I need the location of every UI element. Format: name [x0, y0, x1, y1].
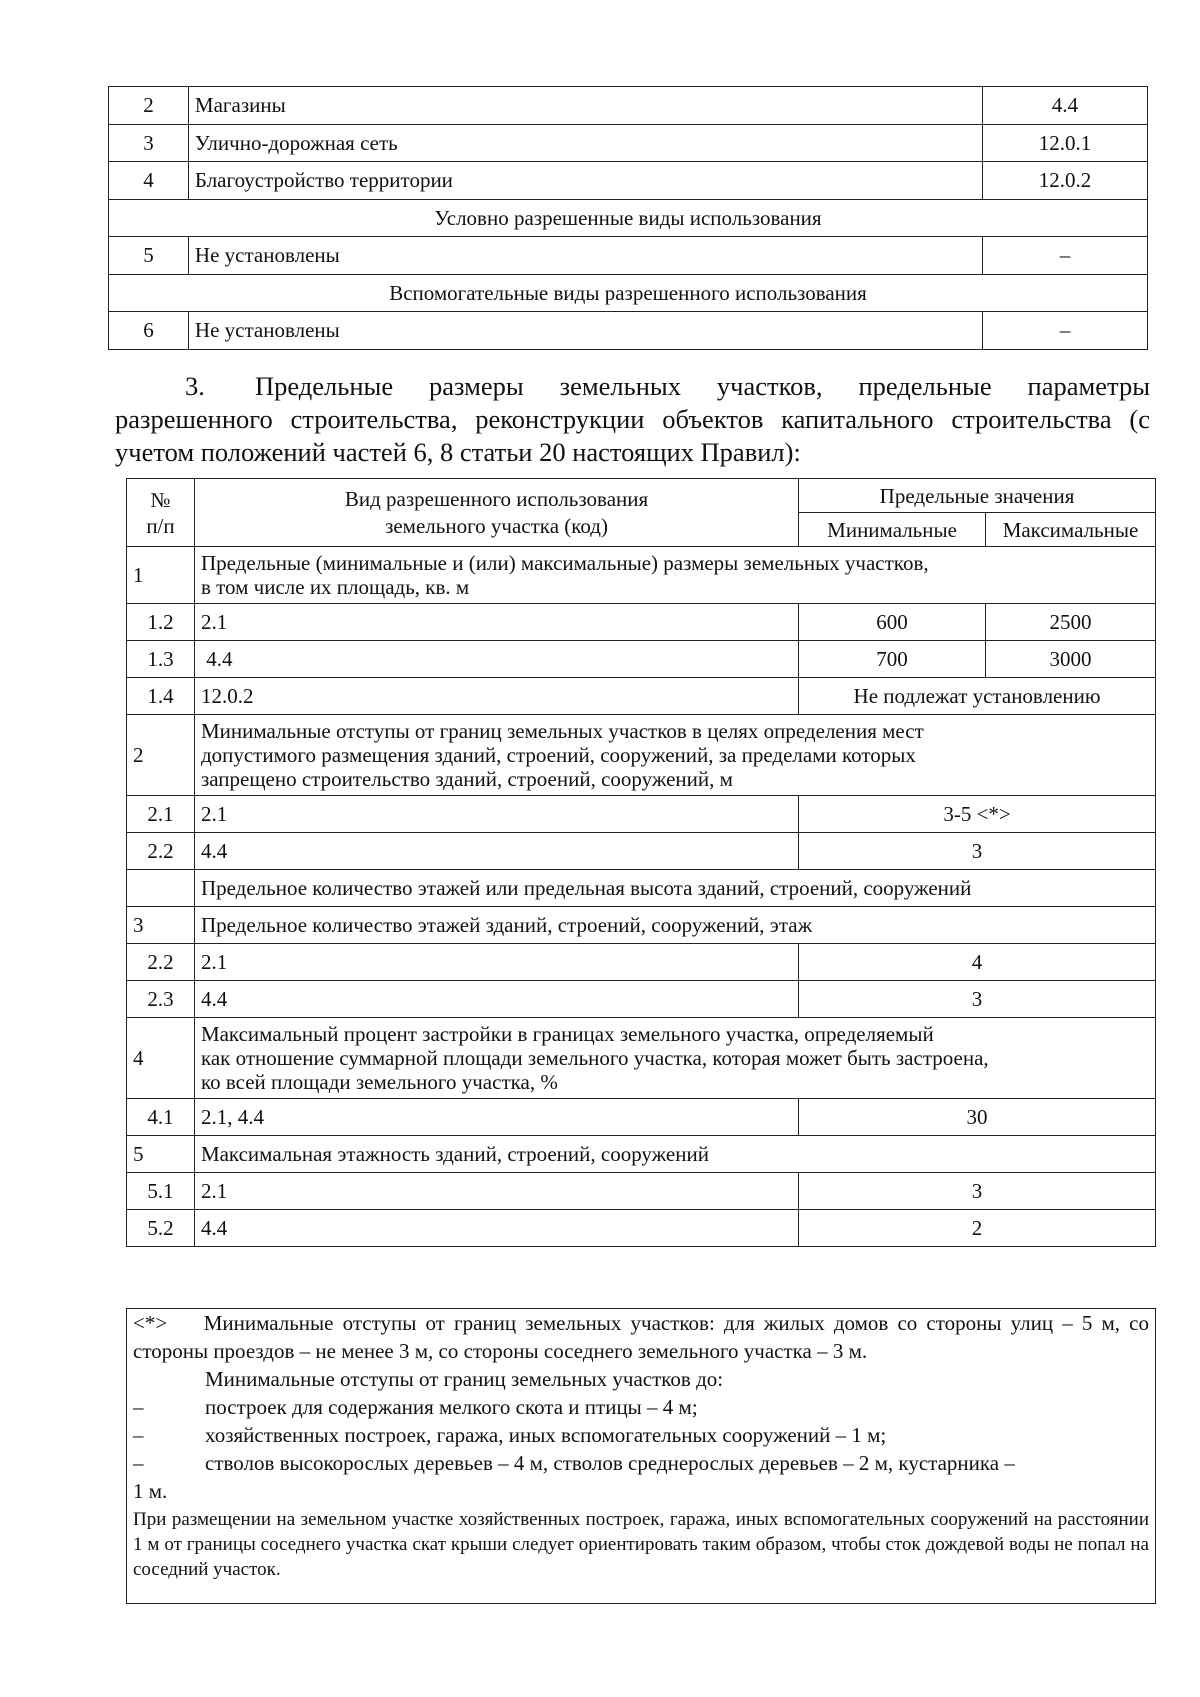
list-item-text: стволов высокорослых деревьев – 4 м, стволов среднерослых деревьев – 2 м, кустарника –: [205, 1451, 1015, 1475]
group-title-line: допустимого размещения зданий, строений, сооружений, за пределами которых: [200, 743, 916, 767]
table-row: [127, 641, 1156, 678]
use-name: Не установлены: [188, 312, 982, 350]
limit-value: 3: [799, 833, 1156, 870]
list-item-continuation: 1 м.: [133, 1479, 168, 1503]
limit-value: 2: [799, 1210, 1156, 1247]
header-kind-line1: Вид разрешенного использования: [344, 486, 649, 511]
use-code: 4.4: [194, 833, 798, 870]
use-code: 2.1: [194, 796, 798, 833]
limit-value: 30: [799, 1099, 1156, 1136]
use-code: 4.4: [194, 641, 798, 678]
header-number-line1: №: [150, 487, 171, 512]
limit-value: Не подлежат установлению: [799, 678, 1156, 715]
use-code: 12.0.2: [983, 162, 1148, 200]
table-row: [127, 1173, 1156, 1210]
group-row: [127, 715, 1156, 796]
limit-value: 3-5 <*>: [799, 796, 1156, 833]
limit-value: 4: [799, 944, 1156, 981]
note-text: Минимальные отступы от границ земельных участков: для жилых домов со стороны улиц – 5 м, со стороны проездов – не менее 3 м, со стороны соседнего земельного участка – 3 м.: [133, 1311, 1149, 1363]
group-title: [194, 1018, 1155, 1099]
use-code: –: [983, 237, 1148, 275]
row-number: 2.2: [127, 833, 195, 870]
row-number: 3: [127, 907, 195, 944]
row-number: 4: [109, 162, 189, 200]
group-row: [127, 1136, 1156, 1173]
dash-bullet: –: [133, 1451, 144, 1475]
use-name: Не установлены: [188, 237, 982, 275]
row-number: 5.1: [127, 1173, 195, 1210]
row-number: 3: [109, 124, 189, 162]
list-item: [127, 1449, 1155, 1477]
table-row: [109, 124, 1148, 162]
group-title: Предельное количество этажей или предельная высота зданий, строений, сооружений: [194, 870, 1155, 907]
row-number: 6: [109, 312, 189, 350]
group-title: [194, 547, 1155, 604]
list-item-text: построек для содержания мелкого скота и птицы – 4 м;: [205, 1395, 698, 1419]
row-number: 2.1: [127, 796, 195, 833]
table-row: [127, 981, 1156, 1018]
header-min: Минимальные: [799, 513, 986, 547]
table-row: [127, 604, 1156, 641]
list-item-text: хозяйственных построек, гаража, иных вспомогательных сооружений – 1 м;: [205, 1423, 887, 1447]
group-title-line: как отношение суммарной площади земельного участка, которая может быть застроена,: [200, 1046, 989, 1070]
final-note: При размещении на земельном участке хозяйственных построек, гаража, иных вспомогательных сооружений на расстоянии 1 м от границы соседнего участка скат крыши следует ориентировать таким образом, чтобы сток дождевой воды не попал на соседний участок.: [133, 1509, 1149, 1580]
table-row: [127, 1099, 1156, 1136]
group-row: [127, 1018, 1156, 1099]
group-title: Максимальная этажность зданий, строений, сооружений: [194, 1136, 1155, 1173]
section-heading-text: Предельные размеры земельных участков, предельные параметры разрешенного строительства, реконструкции объектов капитального строительства (с учетом положений частей 6, 8 статьи 20 настоящих Правил):: [115, 371, 1150, 467]
row-number: 2.3: [127, 981, 195, 1018]
group-row: [127, 907, 1156, 944]
use-code: 2.1: [194, 604, 798, 641]
use-code: 4.4: [983, 87, 1148, 125]
row-number: 2.2: [127, 944, 195, 981]
use-name: Благоустройство территории: [188, 162, 982, 200]
header-kind: [194, 479, 798, 547]
group-title-line: Минимальные отступы от границ земельных участков в целях определения мест: [200, 719, 924, 743]
min-value: 700: [799, 641, 986, 678]
row-number: 5: [127, 1136, 195, 1173]
notes-box: [126, 1308, 1156, 1604]
use-code: 2.1: [194, 944, 798, 981]
note-paragraph: [127, 1309, 1155, 1365]
limits-table: [126, 478, 1156, 1247]
group-title-line: в том числе их площадь, кв. м: [200, 575, 470, 599]
row-number: 5: [109, 237, 189, 275]
note-text: Минимальные отступы от границ земельных участков до:: [205, 1367, 724, 1391]
max-value: 2500: [986, 604, 1156, 641]
row-number: 5.2: [127, 1210, 195, 1247]
limit-value: 3: [799, 981, 1156, 1018]
table-row: [109, 162, 1148, 200]
header-row: [127, 479, 1156, 513]
use-code: 12.0.1: [983, 124, 1148, 162]
row-number: 2: [127, 715, 195, 796]
note-marker: <*>: [133, 1311, 168, 1335]
list-item: [127, 1421, 1155, 1449]
table-row: [109, 237, 1148, 275]
header-max: Максимальные: [986, 513, 1156, 547]
use-code: 12.0.2: [194, 678, 798, 715]
use-name: Улично-дорожная сеть: [188, 124, 982, 162]
section-title: Вспомогательные виды разрешенного использования: [109, 274, 1148, 312]
row-number: 4.1: [127, 1099, 195, 1136]
row-number: 1.4: [127, 678, 195, 715]
group-title-line: ко всей площади земельного участка, %: [200, 1070, 558, 1094]
header-limits: Предельные значения: [799, 479, 1156, 513]
section-row: [109, 199, 1148, 237]
max-value: 3000: [986, 641, 1156, 678]
section-row: [109, 274, 1148, 312]
use-code: 4.4: [194, 1210, 798, 1247]
row-number: 1.2: [127, 604, 195, 641]
limit-value: 3: [799, 1173, 1156, 1210]
group-row: [127, 547, 1156, 604]
section-heading: [115, 370, 1150, 469]
use-code: 2.1: [194, 1173, 798, 1210]
group-title: Предельное количество этажей зданий, строений, сооружений, этаж: [194, 907, 1155, 944]
group-title-line: Максимальный процент застройки в границах земельного участка, определяемый: [200, 1022, 934, 1046]
use-code: –: [983, 312, 1148, 350]
table-row: [127, 678, 1156, 715]
use-code: 4.4: [194, 981, 798, 1018]
table-row: [127, 796, 1156, 833]
use-name: Магазины: [188, 87, 982, 125]
group-title-line: Предельные (минимальные и (или) максимальные) размеры земельных участков,: [200, 551, 929, 575]
header-kind-line2: земельного участка (код): [385, 513, 608, 538]
row-number: 1.3: [127, 641, 195, 678]
section-number: 3.: [185, 371, 205, 401]
row-number: [127, 870, 195, 907]
dash-bullet: –: [133, 1395, 144, 1419]
use-code: 2.1, 4.4: [194, 1099, 798, 1136]
row-number: 2: [109, 87, 189, 125]
dash-bullet: –: [133, 1423, 144, 1447]
table-row: [127, 1210, 1156, 1247]
table-row: [109, 87, 1148, 125]
group-title: [194, 715, 1155, 796]
row-number: 1: [127, 547, 195, 604]
group-row: [127, 870, 1156, 907]
table-row: [109, 312, 1148, 350]
table-row: [127, 833, 1156, 870]
header-number: [127, 479, 195, 547]
list-item: [127, 1393, 1155, 1421]
header-number-line2: п/п: [146, 513, 175, 538]
min-value: 600: [799, 604, 986, 641]
table-row: [127, 944, 1156, 981]
section-title: Условно разрешенные виды использования: [109, 199, 1148, 237]
group-title-line: запрещено строительство зданий, строений, сооружений, м: [200, 767, 733, 791]
permitted-uses-table: [108, 86, 1148, 350]
row-number: 4: [127, 1018, 195, 1099]
